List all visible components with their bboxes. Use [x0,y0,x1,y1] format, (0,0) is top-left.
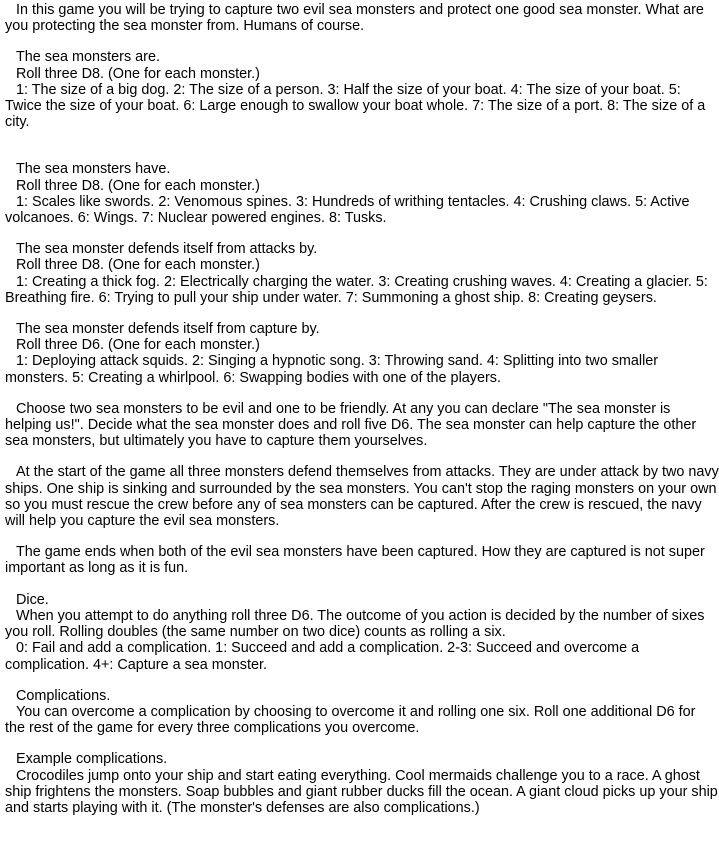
example-complications-section [5,751,719,816]
game-start-paragraph [5,464,719,529]
roll-instruction: Roll three D6. (One for each monster.) [16,337,260,354]
roll-instruction: Roll three D8. (One for each monster.) [16,177,260,194]
monster-features-section [5,161,719,226]
capture-defense-section [5,321,719,386]
section-heading: The sea monsters are. [16,49,160,66]
dice-section [5,592,719,673]
roll-table: 1: Deploying attack squids. 2: Singing a hypnotic song. 3: Throwing sand. 4: Splitting into two smaller monsters. 5: Creating a whirlpool. 6: Swapping bodies with one of the players. [5,353,659,386]
roll-table: 0: Fail and add a complication. 1: Succeed and add a complication. 2-3: Succeed and overcome a complication. 4+: Capture a sea monster. [5,640,640,673]
roll-table: 1: Creating a thick fog. 2: Electrically charging the water. 3: Creating crushing waves. 4: Creating a glacier. 5: Breathing fire. 6: Trying to pull your ship under water. 7: Summoning a ghost ship. 8: Creating geysers. [5,273,708,306]
roll-table: 1: The size of a big dog. 2: The size of a person. 3: Half the size of your boat. 4: The size of your boat. 5: Twice the size of your boat. 6: Large enough to swallow your boat whole. 7: The size of a port. 8: The size of a city. [5,81,706,131]
paragraph-text: Choose two sea monsters to be evil and one to be friendly. At any you can declare "The sea monster is helping us!". Decide what the sea monster does and roll five D6. The sea monster can help capture the other sea monsters, but ultimately you have to capture them yourselves. [5,400,697,450]
section-heading: The sea monsters have. [16,161,171,178]
example-list: Crocodiles jump onto your ship and start eating everything. Cool mermaids challenge you to a race. A ghost ship frightens the monsters. Soap bubbles and giant rubber ducks fill the ocean. A giant cloud picks up your ship and starts playing with it. (The monster's defenses are also complications.) [5,767,718,816]
attack-defense-section [5,241,719,306]
roll-instruction: Roll three D8. (One for each monster.) [16,65,260,82]
dice-rules: When you attempt to do anything roll three D6. The outcome of you action is decided by the number of sixes you roll. Rolling doubles (the same number on two dice) counts as rolling a six. [5,607,705,641]
friendly-monster-paragraph [5,401,719,450]
paragraph-text: The game ends when both of the evil sea monsters have been captured. How they are captured is not super important as long as it is fun. [5,544,705,577]
roll-table: 1: Scales like swords. 2: Venomous spines. 3: Hundreds of writhing tentacles. 4: Crushing claws. 5: Active volcanoes. 6: Wings. 7: Nuclear powered engines. 8: Tusks. [5,193,690,227]
monster-size-section [5,49,719,130]
game-end-paragraph [5,544,719,576]
section-heading: The sea monster defends itself from capture by. [16,321,320,338]
paragraph-text: At the start of the game all three monsters defend themselves from attacks. They are under attack by two navy ships. One ship is sinking and surrounded by the sea monsters. You can't stop the raging monsters on your own so you must rescue the crew before any of sea monsters can be captured. After the crew is rescued, the navy will help you capture the evil sea monsters. [5,464,719,530]
roll-instruction: Roll three D8. (One for each monster.) [16,257,260,274]
intro-text: In this game you will be trying to capture two evil sea monsters and protect one good sea monster. What are you protecting the sea monster from. Humans of course. [5,2,704,35]
complications-rules: You can overcome a complication by choosing to overcome it and rolling one six. Roll one additional D6 for the rest of the game for every three complications you overcome. [5,703,696,737]
section-heading: Example complications. [16,751,168,768]
intro-paragraph [5,2,719,34]
complications-section [5,688,719,737]
section-heading: Dice. [16,591,49,608]
section-heading: The sea monster defends itself from attacks by. [16,241,318,258]
section-heading: Complications. [16,687,111,704]
